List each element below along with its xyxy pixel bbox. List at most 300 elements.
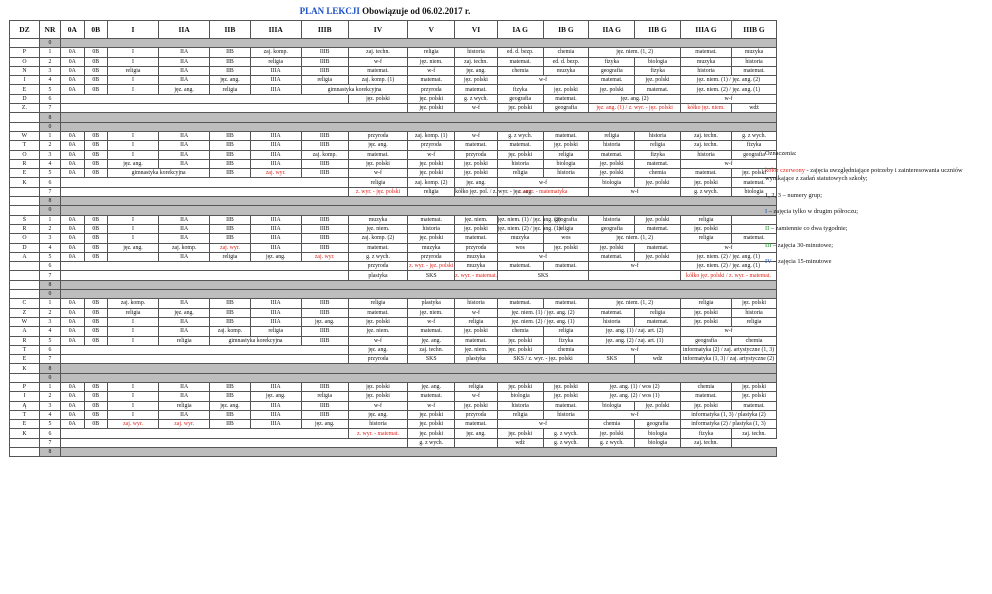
lesson-cell: jęz. niem. (1, 2) — [589, 234, 681, 243]
lesson-cell: jęz. ang. — [301, 317, 348, 326]
lesson-cell: matemat. — [455, 141, 498, 150]
lesson-cell: 0A — [61, 159, 84, 168]
lesson-cell: 0B — [84, 410, 107, 419]
lesson-cell: zaj. techn. — [732, 429, 777, 438]
lesson-cell: geografia — [680, 336, 731, 345]
lesson-cell: 0A — [61, 215, 84, 224]
day-letter — [10, 271, 40, 280]
lesson-cell: historia — [680, 150, 731, 159]
lesson-cell: w-f — [408, 317, 455, 326]
lesson-cell: religia — [159, 336, 210, 345]
lesson-cell: matemat. — [408, 392, 455, 401]
lesson-cell: I — [107, 317, 158, 326]
lesson-number: 5 — [39, 420, 60, 429]
lesson-cell: jęz. polski — [408, 169, 455, 178]
lesson-number: 7 — [39, 104, 60, 113]
lesson-cell: 0A — [61, 48, 84, 57]
lesson-cell: jęz. polski — [635, 401, 681, 410]
lesson-number: 8 — [39, 364, 60, 373]
lesson-cell: informatyka (2) / zaj. artystyczne (1, 3) — [680, 345, 776, 354]
lesson-cell: IIA — [159, 76, 210, 85]
day-letter — [10, 206, 40, 215]
lesson-cell: I — [107, 215, 158, 224]
day-letter: P — [10, 48, 40, 57]
lesson-cell: przyroda — [408, 85, 455, 94]
lesson-cell — [61, 345, 349, 354]
lesson-cell: g. z wych. — [543, 438, 589, 447]
lesson-cell: jęz. ang. — [348, 410, 408, 419]
lesson-cell: IIA — [159, 57, 210, 66]
lesson-cell: IIA — [159, 48, 210, 57]
lesson-cell: chemia — [543, 345, 589, 354]
lesson-number: 1 — [39, 48, 60, 57]
lesson-row — [10, 317, 777, 326]
day-letter: W — [10, 317, 40, 326]
lesson-row — [10, 215, 777, 224]
lesson-cell — [61, 364, 777, 373]
day-letter: R — [10, 224, 40, 233]
lesson-number: 5 — [39, 336, 60, 345]
lesson-cell: I — [107, 76, 158, 85]
lesson-cell: IIIB — [301, 336, 348, 345]
column-header: NR — [39, 21, 60, 39]
day-letter: E — [10, 85, 40, 94]
lesson-cell: jęz. polski — [408, 104, 455, 113]
lesson-cell: 0A — [61, 141, 84, 150]
lesson-cell: jęz. polski — [455, 169, 498, 178]
lesson-cell: w-f — [348, 169, 408, 178]
lesson-cell: przyroda — [348, 355, 408, 364]
lesson-cell: chemia — [543, 48, 589, 57]
day-letter: T — [10, 410, 40, 419]
lesson-cell: religia — [348, 178, 408, 187]
day-letter — [10, 438, 40, 447]
title-rest: Obowiązuje od 06.02.2017 r. — [362, 6, 471, 16]
lesson-cell: IIB — [210, 234, 250, 243]
header-row — [10, 21, 777, 39]
lesson-cell: religia — [455, 382, 498, 391]
lesson-cell: 0A — [61, 327, 84, 336]
lesson-number: 3 — [39, 66, 60, 75]
lesson-cell: matemat. — [635, 85, 681, 94]
lesson-cell: religia — [301, 392, 348, 401]
lesson-cell: gimnastyka korekcyjna — [210, 336, 302, 345]
lesson-cell: IIIA — [250, 308, 301, 317]
lesson-cell: jęz. niem. — [455, 345, 498, 354]
lesson-cell: jęz. polski — [635, 178, 681, 187]
lesson-cell — [61, 438, 408, 447]
lesson-cell: religia — [543, 150, 589, 159]
lesson-row — [10, 243, 777, 252]
lesson-cell: z. wyr. - matemat. — [455, 272, 498, 279]
lesson-number: 0 — [39, 290, 60, 299]
day-letter: K — [10, 178, 40, 187]
lesson-row — [10, 336, 777, 345]
lesson-number: 2 — [39, 392, 60, 401]
lesson-cell: jęz. polski — [348, 382, 408, 391]
lesson-row — [10, 448, 777, 457]
lesson-cell: biologia — [497, 392, 543, 401]
legend — [765, 150, 987, 275]
lesson-cell — [61, 271, 349, 280]
lesson-cell: matemat. — [543, 299, 589, 308]
lesson-row — [10, 299, 777, 308]
lesson-cell: 0B — [84, 141, 107, 150]
lesson-number: 5 — [39, 169, 60, 178]
day-letter: D — [10, 243, 40, 252]
lesson-cell: historia — [348, 420, 408, 429]
column-header: IIA — [159, 21, 210, 39]
lesson-cell: matemat. — [680, 48, 731, 57]
lesson-cell: 0A — [61, 76, 84, 85]
lesson-cell: biologia — [589, 401, 635, 410]
lesson-cell: historia — [543, 169, 589, 178]
lesson-row — [10, 206, 777, 215]
lesson-cell: jęz. polski — [543, 141, 589, 150]
column-header: IIB G — [635, 21, 681, 39]
lesson-cell: matemat. — [589, 76, 635, 85]
lesson-row — [10, 410, 777, 419]
lesson-cell: IIIA — [250, 131, 301, 140]
lesson-cell: historia — [732, 57, 777, 66]
lesson-cell: w-f — [408, 150, 455, 159]
lesson-cell: jęz. niem. (2) / jęz. ang. (1) — [680, 85, 776, 94]
lesson-cell: jęz. polski — [455, 224, 498, 233]
lesson-cell: zaj. techn. — [680, 141, 731, 150]
lesson-cell: plastyka — [408, 299, 455, 308]
column-header: DZ — [10, 21, 40, 39]
lesson-cell: jęz. ang. — [159, 308, 210, 317]
lesson-cell: jęz. polski — [408, 410, 455, 419]
column-header: IIIA G — [680, 21, 731, 39]
lesson-cell: historia — [680, 66, 731, 75]
lesson-cell: religia — [107, 66, 158, 75]
day-letter: A — [10, 252, 40, 261]
lesson-cell: jęz. polski — [497, 382, 543, 391]
lesson-cell: I — [107, 410, 158, 419]
lesson-cell: I — [107, 48, 158, 57]
legend-green2 — [765, 242, 987, 251]
lesson-cell: w-f — [589, 187, 681, 196]
lesson-cell: chemia — [732, 336, 777, 345]
day-letter — [10, 113, 40, 122]
lesson-cell: jęz. ang. — [455, 66, 498, 75]
lesson-number: 7 — [39, 355, 60, 364]
lesson-cell: jęz. polski — [589, 159, 635, 168]
lesson-cell: biologia — [543, 159, 589, 168]
lesson-cell: muzyka — [455, 262, 498, 271]
legend-green2-mark: III — [765, 241, 772, 249]
lesson-cell: matemat. — [348, 66, 408, 75]
lesson-cell: historia — [635, 131, 681, 140]
lesson-cell: IIA — [159, 382, 210, 391]
lesson-cell: chemia — [497, 66, 543, 75]
lesson-cell: IIB — [210, 131, 250, 140]
lesson-cell — [61, 39, 777, 48]
lesson-number: 6 — [39, 178, 60, 187]
lesson-cell: jęz. ang. — [455, 178, 498, 187]
lesson-cell: 0B — [84, 401, 107, 410]
lesson-cell: IIB — [210, 299, 250, 308]
lesson-cell: geografia — [732, 150, 777, 159]
day-letter: T — [10, 141, 40, 150]
lesson-cell: historia — [497, 401, 543, 410]
lesson-cell: zaj. techn. — [680, 438, 731, 447]
lesson-cell: zaj. komp. — [210, 327, 250, 336]
lesson-cell: jęz. polski — [455, 327, 498, 336]
lesson-cell: w-f — [497, 252, 589, 261]
lesson-cell: 0A — [61, 224, 84, 233]
lesson-cell: matemat. — [732, 66, 777, 75]
lesson-cell: matemat. — [348, 150, 408, 159]
title-colored: PLAN LEKCJI — [299, 6, 360, 16]
lesson-cell: gimnastyka korekcyjna — [107, 169, 209, 178]
lesson-cell: w-f — [455, 308, 498, 317]
day-letter: W — [10, 131, 40, 140]
lesson-number: 1 — [39, 382, 60, 391]
lesson-row — [10, 150, 777, 159]
lesson-cell: SKS / z. wyr. - jęz. polski — [497, 355, 589, 364]
lesson-cell: jęz. niem. — [408, 57, 455, 66]
lesson-cell: przyroda — [408, 252, 455, 261]
lesson-cell: IIB — [210, 215, 250, 224]
day-letter: T — [10, 345, 40, 354]
lesson-cell: religia — [408, 48, 455, 57]
lesson-cell: 0B — [84, 224, 107, 233]
lesson-cell: 0A — [61, 85, 84, 94]
lesson-cell: jęz. niem. (1) / jęz. ang. (2) — [680, 76, 776, 85]
lesson-cell: jęz. polski — [680, 178, 731, 187]
lesson-cell: zaj. komp. (2) — [348, 234, 408, 243]
lesson-cell: jęz. ang. — [159, 85, 210, 94]
lesson-cell: jęz. polski — [497, 150, 543, 159]
lesson-number: 3 — [39, 317, 60, 326]
lesson-cell: I — [107, 57, 158, 66]
lesson-cell: jęz. polski — [348, 317, 408, 326]
column-header: V — [408, 21, 455, 39]
lesson-cell: kółko jęz. pol. / z. wyr. - jęz. ang. — [455, 188, 533, 195]
lesson-cell: jęz. polski — [408, 234, 455, 243]
lesson-cell: matemat. — [635, 243, 681, 252]
lesson-cell: w-f — [455, 392, 498, 401]
lesson-row — [10, 66, 777, 75]
lesson-cell: historia — [589, 141, 635, 150]
lesson-cell: z. wyr. - matematyka — [497, 187, 589, 196]
lesson-cell: z. wyr. - matemat. — [348, 429, 408, 438]
lesson-cell: IIIA — [250, 224, 301, 233]
lesson-cell: religia — [680, 299, 731, 308]
day-letter: R — [10, 159, 40, 168]
lesson-cell: religia — [497, 410, 543, 419]
lesson-cell: jęz. polski — [635, 215, 681, 224]
lesson-cell: IIIA — [250, 215, 301, 224]
lesson-number: 4 — [39, 159, 60, 168]
lesson-cell: IIB — [210, 392, 250, 401]
lesson-cell: jęz. polski — [408, 429, 455, 438]
lesson-cell: plastyka — [348, 271, 408, 280]
lesson-number: 0 — [39, 206, 60, 215]
lesson-cell: zaj. wyr. — [210, 243, 250, 252]
lesson-cell: IIIA — [250, 234, 301, 243]
lesson-cell: zaj. wyr. — [159, 420, 210, 429]
lesson-cell: 0A — [61, 299, 84, 308]
lesson-cell: 0A — [61, 317, 84, 326]
lesson-cell: 0B — [84, 392, 107, 401]
lesson-row — [10, 76, 777, 85]
legend-blue2-text: – zajęcia 15-minutowe — [771, 258, 832, 266]
lesson-cell: historia — [455, 299, 498, 308]
lesson-cell: 0A — [61, 234, 84, 243]
day-letter — [10, 280, 40, 289]
legend-blue-text: – zajęcia tylko w drugim półroczu; — [767, 208, 859, 216]
day-letter: Ś — [10, 215, 40, 224]
day-letter: Z. — [10, 104, 40, 113]
lesson-row — [10, 131, 777, 140]
lesson-cell: jęz. polski — [732, 169, 777, 178]
lesson-cell: 0B — [84, 66, 107, 75]
column-header: IIA G — [589, 21, 635, 39]
lesson-row — [10, 197, 777, 206]
lesson-cell: IIA — [159, 141, 210, 150]
lesson-row — [10, 327, 777, 336]
lesson-number: 4 — [39, 327, 60, 336]
lesson-cell: przyroda — [455, 150, 498, 159]
lesson-number: 1 — [39, 215, 60, 224]
lesson-cell: matemat. — [455, 234, 498, 243]
lesson-number: 2 — [39, 308, 60, 317]
lesson-cell: plastyka — [455, 355, 498, 364]
lesson-number: 7 — [39, 187, 60, 196]
lesson-cell: w-f — [680, 94, 776, 103]
lesson-cell: 0B — [84, 159, 107, 168]
lesson-cell: IIA — [159, 392, 210, 401]
lesson-cell: historia — [543, 410, 589, 419]
lesson-cell: I — [107, 382, 158, 391]
day-letter: N — [10, 66, 40, 75]
lesson-cell: geografia — [543, 215, 589, 224]
lesson-cell: IIA — [159, 215, 210, 224]
lesson-cell: jęz. ang. (1) / wos (2) — [589, 382, 681, 391]
lesson-cell: IIA — [159, 159, 210, 168]
day-letter — [10, 373, 40, 382]
lesson-cell: I — [107, 336, 158, 345]
lesson-cell: zaj. komp. (1) — [348, 76, 408, 85]
lesson-number: 6 — [39, 262, 60, 271]
lesson-number: 0 — [39, 373, 60, 382]
lesson-cell: przyroda — [348, 262, 408, 271]
day-letter: K — [10, 364, 40, 373]
legend-blue2-mark: IV — [765, 258, 772, 266]
lesson-cell: kółko jęz. polski / z. wyr. - matemat. — [680, 271, 776, 280]
lesson-cell — [455, 438, 498, 447]
lesson-cell: biologia — [635, 438, 681, 447]
lesson-row — [10, 392, 777, 401]
lesson-cell: 0B — [84, 382, 107, 391]
lesson-cell: IIA — [159, 317, 210, 326]
lesson-cell: jęz. polski — [543, 382, 589, 391]
lesson-cell: muzyka — [543, 66, 589, 75]
lesson-cell: 0A — [61, 169, 84, 178]
lesson-row — [10, 280, 777, 289]
lesson-cell: I — [107, 327, 158, 336]
legend-red-label: kolor czerwony — [765, 166, 805, 174]
lesson-cell: jęz. niem. (2) / jęz. ang. (1) — [680, 252, 776, 261]
lesson-cell: 0B — [84, 215, 107, 224]
lesson-cell: jęz. niem. (1, 2) — [589, 299, 681, 308]
lesson-number: 4 — [39, 76, 60, 85]
lesson-row — [10, 429, 777, 438]
day-letter: R — [10, 336, 40, 345]
lesson-cell: jęz. polski — [680, 401, 731, 410]
column-header: IB G — [543, 21, 589, 39]
lesson-cell: zaj. komp. — [107, 299, 158, 308]
legend-blue-mark: I — [765, 208, 768, 216]
lesson-cell: kółko jęz. niem. — [680, 104, 731, 113]
lesson-cell: matemat. — [408, 215, 455, 224]
lesson-cell: matemat. — [497, 141, 543, 150]
lesson-cell: IIIA — [250, 150, 301, 159]
lesson-cell: 0A — [61, 308, 84, 317]
lesson-row — [10, 39, 777, 48]
lesson-cell: IIA — [159, 410, 210, 419]
lesson-cell: jęz. ang. — [250, 392, 301, 401]
lesson-cell: IIIA — [250, 299, 301, 308]
lesson-cell: matemat. — [635, 224, 681, 233]
column-header: I — [107, 21, 158, 39]
lesson-row — [10, 224, 777, 233]
lesson-cell — [61, 197, 777, 206]
lesson-cell: matemat. — [635, 159, 681, 168]
day-letter — [10, 290, 40, 299]
lesson-cell: IIIA — [250, 317, 301, 326]
lesson-row — [10, 308, 777, 317]
lesson-cell: jęz. polski — [732, 299, 777, 308]
lesson-row — [10, 355, 777, 364]
lesson-cell: 0A — [61, 131, 84, 140]
lesson-cell: 0A — [61, 57, 84, 66]
lesson-cell: IIB — [210, 317, 250, 326]
lesson-number: 7 — [39, 271, 60, 280]
lesson-cell: g. z wych. — [497, 131, 543, 140]
lesson-row — [10, 94, 777, 103]
lesson-cell: jęz. ang. — [348, 345, 408, 354]
lesson-cell: IIB — [210, 224, 250, 233]
lesson-cell: jęz. polski — [589, 243, 635, 252]
lesson-row — [10, 234, 777, 243]
lesson-cell: jęz. ang. — [210, 76, 250, 85]
lesson-cell: 0B — [84, 85, 107, 94]
lesson-cell: 0A — [61, 420, 84, 429]
lesson-cell: zaj. wyr. — [250, 169, 301, 178]
lesson-cell: religia — [589, 131, 635, 140]
lesson-cell: jęz. polski — [348, 392, 408, 401]
lesson-cell: religia — [348, 299, 408, 308]
lesson-cell: w-f — [589, 410, 681, 419]
lesson-cell: zaj. komp. — [301, 150, 348, 159]
lesson-cell: 0B — [84, 327, 107, 336]
lesson-cell: IIB — [210, 141, 250, 150]
lesson-cell: wos — [543, 234, 589, 243]
lesson-cell — [61, 429, 349, 438]
lesson-cell: religia — [408, 187, 455, 196]
lesson-cell: z. wyr. - jęz. polski — [409, 263, 454, 270]
lesson-cell: religia — [250, 57, 301, 66]
lesson-cell: jęz. polski — [589, 169, 635, 178]
lesson-cell: gimnastyka korekcyjna — [301, 85, 408, 94]
lesson-cell: matemat. — [732, 234, 777, 243]
lesson-row — [10, 290, 777, 299]
lesson-cell: 0B — [84, 336, 107, 345]
